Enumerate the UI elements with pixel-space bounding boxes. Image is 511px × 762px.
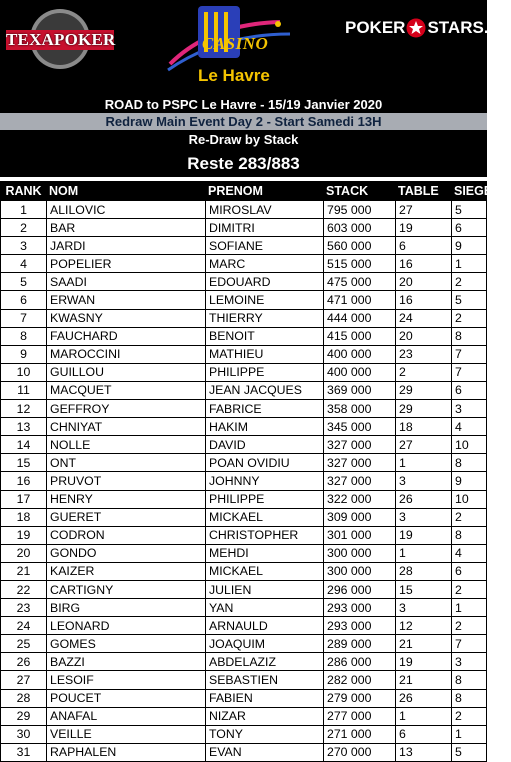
table-row [1, 454, 487, 472]
siege-cell: 8 [452, 689, 487, 707]
prenom-cell: NIZAR [206, 707, 324, 725]
table-row [1, 671, 487, 689]
nom-cell: HENRY [47, 490, 206, 508]
col-prenom: PRENOM [206, 182, 324, 201]
table-cell: 29 [396, 400, 452, 418]
stack-cell: 795 000 [324, 201, 396, 219]
col-siege: SIEGE [452, 182, 487, 201]
rank-cell: 18 [1, 508, 47, 526]
table-body [1, 201, 487, 762]
table-cell: 18 [396, 418, 452, 436]
casino-word: CASINO [202, 34, 269, 53]
table-row [1, 418, 487, 436]
stack-cell: 475 000 [324, 273, 396, 291]
siege-cell: 5 [452, 743, 487, 761]
stack-cell: 400 000 [324, 363, 396, 381]
siege-cell: 10 [452, 436, 487, 454]
prenom-cell: POAN OVIDIU [206, 454, 324, 472]
prenom-cell: DAVID [206, 436, 324, 454]
rank-cell: 30 [1, 725, 47, 743]
table-row [1, 436, 487, 454]
rank-cell: 14 [1, 436, 47, 454]
table-row [1, 237, 487, 255]
siege-cell: 2 [452, 580, 487, 598]
nom-cell: ERWAN [47, 291, 206, 309]
nom-cell: SAADI [47, 273, 206, 291]
prenom-cell: BENOIT [206, 327, 324, 345]
rank-cell: 19 [1, 526, 47, 544]
rank-cell: 11 [1, 381, 47, 399]
siege-cell: 7 [452, 345, 487, 363]
col-rank: RANK [1, 182, 47, 201]
rank-cell: 13 [1, 418, 47, 436]
rank-cell: 4 [1, 255, 47, 273]
prenom-cell: JEAN JACQUES [206, 381, 324, 399]
prenom-cell: HAKIM [206, 418, 324, 436]
nom-cell: GUILLOU [47, 363, 206, 381]
prenom-cell: TONY [206, 725, 324, 743]
table-cell: 13 [396, 743, 452, 761]
stack-cell: 309 000 [324, 508, 396, 526]
siege-cell: 2 [452, 309, 487, 327]
star-icon [406, 18, 426, 38]
prenom-cell: MEHDI [206, 544, 324, 562]
rank-cell: 10 [1, 363, 47, 381]
rank-cell: 17 [1, 490, 47, 508]
table-cell: 27 [396, 436, 452, 454]
table-row [1, 201, 487, 219]
table-cell: 19 [396, 526, 452, 544]
siege-cell: 5 [452, 201, 487, 219]
table-header-row [1, 182, 487, 201]
table-cell: 23 [396, 345, 452, 363]
texapoker-logo-text: TEXAPOKER [6, 30, 116, 49]
rank-cell: 6 [1, 291, 47, 309]
col-nom: NOM [47, 182, 206, 201]
table-cell: 20 [396, 273, 452, 291]
rank-cell: 20 [1, 544, 47, 562]
rank-cell: 5 [1, 273, 47, 291]
rank-cell: 31 [1, 743, 47, 761]
stack-cell: 296 000 [324, 580, 396, 598]
stack-cell: 603 000 [324, 219, 396, 237]
table-row [1, 291, 487, 309]
nom-cell: ALILOVIC [47, 201, 206, 219]
rank-cell: 16 [1, 472, 47, 490]
nom-cell: NOLLE [47, 436, 206, 454]
table-row [1, 363, 487, 381]
pokerstars-prefix: POKER [345, 18, 406, 37]
stack-cell: 358 000 [324, 400, 396, 418]
table-cell: 26 [396, 689, 452, 707]
table-cell: 3 [396, 472, 452, 490]
table-cell: 21 [396, 635, 452, 653]
prenom-cell: PHILIPPE [206, 363, 324, 381]
nom-cell: BAZZI [47, 653, 206, 671]
table-row [1, 345, 487, 363]
rank-cell: 8 [1, 327, 47, 345]
rank-cell: 25 [1, 635, 47, 653]
rank-cell: 15 [1, 454, 47, 472]
siege-cell: 2 [452, 707, 487, 725]
stack-cell: 300 000 [324, 562, 396, 580]
rank-cell: 28 [1, 689, 47, 707]
nom-cell: ONT [47, 454, 206, 472]
table-cell: 29 [396, 381, 452, 399]
prenom-cell: MIROSLAV [206, 201, 324, 219]
table-cell: 3 [396, 599, 452, 617]
table-cell: 15 [396, 580, 452, 598]
nom-cell: GOMES [47, 635, 206, 653]
rank-cell: 12 [1, 400, 47, 418]
nom-cell: CHNIYAT [47, 418, 206, 436]
stack-cell: 270 000 [324, 743, 396, 761]
rank-cell: 21 [1, 562, 47, 580]
stack-cell: 415 000 [324, 327, 396, 345]
siege-cell: 5 [452, 291, 487, 309]
table-row [1, 689, 487, 707]
table-row [1, 635, 487, 653]
stack-cell: 400 000 [324, 345, 396, 363]
stack-cell: 301 000 [324, 526, 396, 544]
siege-cell: 6 [452, 381, 487, 399]
nom-cell: BAR [47, 219, 206, 237]
rank-cell: 23 [1, 599, 47, 617]
table-row [1, 544, 487, 562]
table-cell: 12 [396, 617, 452, 635]
table-cell: 21 [396, 671, 452, 689]
nom-cell: MACQUET [47, 381, 206, 399]
table-cell: 27 [396, 201, 452, 219]
table-cell: 26 [396, 490, 452, 508]
pokerstars-suffix: STARS.FR [427, 18, 511, 37]
table-cell: 1 [396, 454, 452, 472]
prenom-cell: PHILIPPE [206, 490, 324, 508]
table-cell: 19 [396, 653, 452, 671]
stack-cell: 279 000 [324, 689, 396, 707]
nom-cell: VEILLE [47, 725, 206, 743]
siege-cell: 8 [452, 454, 487, 472]
prenom-cell: JOAQUIM [206, 635, 324, 653]
table-row [1, 526, 487, 544]
table-row [1, 580, 487, 598]
stack-cell: 327 000 [324, 436, 396, 454]
prenom-cell: EDOUARD [206, 273, 324, 291]
nom-cell: GEFFROY [47, 400, 206, 418]
prenom-cell: SOFIANE [206, 237, 324, 255]
prenom-cell: MICKAEL [206, 562, 324, 580]
nom-cell: JARDI [47, 237, 206, 255]
prenom-cell: YAN [206, 599, 324, 617]
stack-cell: 560 000 [324, 237, 396, 255]
poster-header [0, 0, 511, 177]
prenom-cell: JOHNNY [206, 472, 324, 490]
table-row [1, 508, 487, 526]
siege-cell: 6 [452, 219, 487, 237]
stack-cell: 286 000 [324, 653, 396, 671]
table-cell: 19 [396, 219, 452, 237]
prenom-cell: SEBASTIEN [206, 671, 324, 689]
rank-cell: 9 [1, 345, 47, 363]
stack-cell: 345 000 [324, 418, 396, 436]
rank-cell: 2 [1, 219, 47, 237]
stack-cell: 293 000 [324, 599, 396, 617]
prenom-cell: LEMOINE [206, 291, 324, 309]
table-row [1, 743, 487, 761]
nom-cell: MAROCCINI [47, 345, 206, 363]
prenom-cell: MATHIEU [206, 345, 324, 363]
table-row [1, 273, 487, 291]
table-row [1, 707, 487, 725]
table-row [1, 599, 487, 617]
nom-cell: LESOIF [47, 671, 206, 689]
stack-cell: 293 000 [324, 617, 396, 635]
siege-cell: 1 [452, 599, 487, 617]
rank-cell: 24 [1, 617, 47, 635]
nom-cell: LEONARD [47, 617, 206, 635]
siege-cell: 8 [452, 671, 487, 689]
rank-cell: 26 [1, 653, 47, 671]
nom-cell: POPELIER [47, 255, 206, 273]
prenom-cell: THIERRY [206, 309, 324, 327]
table-cell: 6 [396, 725, 452, 743]
stack-cell: 471 000 [324, 291, 396, 309]
table-cell: 28 [396, 562, 452, 580]
table-cell: 6 [396, 237, 452, 255]
rank-cell: 3 [1, 237, 47, 255]
nom-cell: RAPHALEN [47, 743, 206, 761]
players-remaining: Reste 283/883 [187, 154, 300, 173]
prenom-cell: EVAN [206, 743, 324, 761]
stack-cell: 327 000 [324, 454, 396, 472]
nom-cell: PRUVOT [47, 472, 206, 490]
siege-cell: 8 [452, 526, 487, 544]
siege-cell: 4 [452, 544, 487, 562]
rank-cell: 22 [1, 580, 47, 598]
rank-cell: 27 [1, 671, 47, 689]
table-cell: 24 [396, 309, 452, 327]
siege-cell: 2 [452, 617, 487, 635]
siege-cell: 9 [452, 237, 487, 255]
nom-cell: CARTIGNY [47, 580, 206, 598]
table-row [1, 472, 487, 490]
col-table: TABLE [396, 182, 452, 201]
stack-cell: 300 000 [324, 544, 396, 562]
table-row [1, 309, 487, 327]
siege-cell: 8 [452, 327, 487, 345]
table-cell: 3 [396, 508, 452, 526]
pokerstars-logo [345, 16, 511, 40]
table-row [1, 562, 487, 580]
casino-city: Le Havre [198, 66, 270, 85]
table-cell: 1 [396, 707, 452, 725]
nom-cell: GUERET [47, 508, 206, 526]
rank-cell: 7 [1, 309, 47, 327]
stack-cell: 289 000 [324, 635, 396, 653]
prenom-cell: MICKAEL [206, 508, 324, 526]
table-row [1, 381, 487, 399]
prenom-cell: FABRICE [206, 400, 324, 418]
stack-cell: 515 000 [324, 255, 396, 273]
table-cell: 2 [396, 363, 452, 381]
siege-cell: 9 [452, 472, 487, 490]
siege-cell: 10 [452, 490, 487, 508]
prenom-cell: MARC [206, 255, 324, 273]
prenom-cell: CHRISTOPHER [206, 526, 324, 544]
nom-cell: BIRG [47, 599, 206, 617]
table-cell: 20 [396, 327, 452, 345]
stack-cell: 369 000 [324, 381, 396, 399]
siege-cell: 2 [452, 273, 487, 291]
siege-cell: 7 [452, 363, 487, 381]
stack-cell: 282 000 [324, 671, 396, 689]
rank-cell: 29 [1, 707, 47, 725]
texapoker-logo [6, 8, 114, 70]
prenom-cell: FABIEN [206, 689, 324, 707]
table-row [1, 490, 487, 508]
table-row [1, 725, 487, 743]
table-row [1, 617, 487, 635]
nom-cell: KWASNY [47, 309, 206, 327]
seat-draw-table [0, 181, 493, 762]
prenom-cell: DIMITRI [206, 219, 324, 237]
table-cell: 1 [396, 544, 452, 562]
siege-cell: 3 [452, 653, 487, 671]
table-row [1, 327, 487, 345]
stack-cell: 327 000 [324, 472, 396, 490]
stack-cell: 322 000 [324, 490, 396, 508]
table-row [1, 400, 487, 418]
nom-cell: KAIZER [47, 562, 206, 580]
event-subtitle: Redraw Main Event Day 2 - Start Samedi 13H [0, 113, 487, 130]
nom-cell: POUCET [47, 689, 206, 707]
table-cell: 16 [396, 291, 452, 309]
siege-cell: 1 [452, 725, 487, 743]
stack-cell: 444 000 [324, 309, 396, 327]
siege-cell: 1 [452, 255, 487, 273]
rank-cell: 1 [1, 201, 47, 219]
table-cell: 16 [396, 255, 452, 273]
siege-cell: 7 [452, 635, 487, 653]
table-row [1, 255, 487, 273]
siege-cell: 2 [452, 508, 487, 526]
stack-cell: 277 000 [324, 707, 396, 725]
nom-cell: ANAFAL [47, 707, 206, 725]
prenom-cell: ABDELAZIZ [206, 653, 324, 671]
table-row [1, 219, 487, 237]
siege-cell: 4 [452, 418, 487, 436]
casino-le-havre-logo [150, 4, 298, 92]
siege-cell: 3 [452, 400, 487, 418]
prenom-cell: ARNAULD [206, 617, 324, 635]
nom-cell: GONDO [47, 544, 206, 562]
col-stack: STACK [324, 182, 396, 201]
redraw-method: Re-Draw by Stack [188, 132, 299, 147]
event-title: ROAD to PSPC Le Havre - 15/19 Janvier 2020 [104, 97, 383, 112]
nom-cell: CODRON [47, 526, 206, 544]
stack-cell: 271 000 [324, 725, 396, 743]
siege-cell: 6 [452, 562, 487, 580]
table-row [1, 653, 487, 671]
nom-cell: FAUCHARD [47, 327, 206, 345]
prenom-cell: JULIEN [206, 580, 324, 598]
